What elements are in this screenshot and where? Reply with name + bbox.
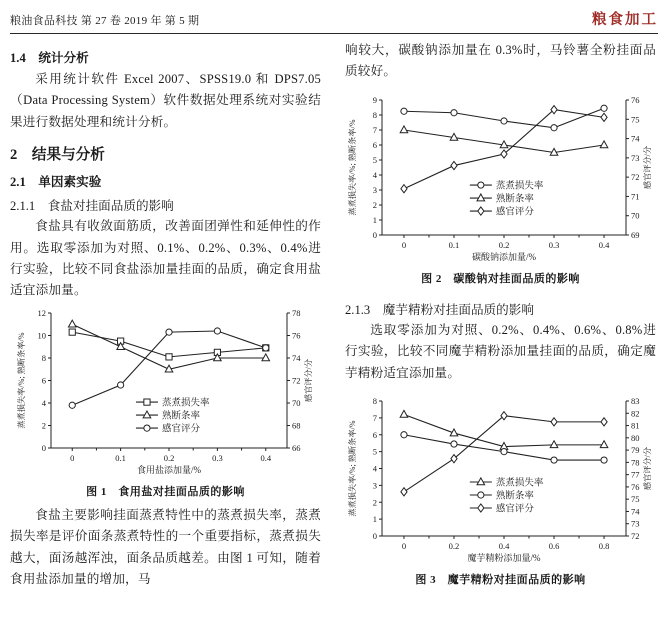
svg-text:12: 12 [37, 307, 46, 318]
svg-text:77: 77 [630, 469, 639, 480]
svg-text:5: 5 [372, 446, 377, 457]
svg-text:熟断条率: 熟断条率 [161, 411, 200, 422]
svg-text:蒸煮损失率/%; 熟断条率/%: 蒸煮损失率/%; 熟断条率/% [16, 332, 26, 429]
paragraph-salt-intro: 食盐具有收敛面筋质，改善面团弹性和延伸性的作用。选取零添加为对照、0.1%、0.2%、0.3%、0.4%进行实验，比较不同食盐添加量挂面的品质，确定食用盐适宜添加量。 [10, 219, 321, 298]
svg-text:熟断条率: 熟断条率 [495, 491, 534, 502]
svg-text:76: 76 [630, 94, 639, 105]
svg-text:74: 74 [291, 352, 300, 363]
svg-text:8: 8 [372, 396, 377, 407]
svg-text:81: 81 [630, 420, 639, 431]
svg-text:69: 69 [630, 229, 639, 240]
svg-text:1: 1 [372, 514, 377, 525]
svg-text:0.1: 0.1 [114, 452, 126, 463]
svg-text:10: 10 [37, 330, 46, 341]
svg-text:82: 82 [630, 408, 639, 419]
svg-text:0.3: 0.3 [211, 452, 223, 463]
svg-text:73: 73 [630, 152, 639, 163]
svg-text:感官评分: 感官评分 [161, 424, 200, 435]
svg-text:8: 8 [372, 109, 377, 120]
svg-text:71: 71 [630, 191, 639, 202]
left-column [10, 40, 321, 590]
svg-text:蒸煮损失率: 蒸煮损失率 [161, 398, 209, 409]
figure-2-caption: 图 2 碳酸钠对挂面品质的影响 [421, 272, 580, 285]
svg-text:76: 76 [630, 481, 639, 492]
svg-text:78: 78 [291, 307, 300, 318]
svg-text:7: 7 [372, 124, 377, 135]
svg-text:0.4: 0.4 [259, 452, 271, 463]
svg-text:72: 72 [630, 531, 639, 542]
heading-2-1-3-konjac: 2.1.3 魔芋精粉对挂面品质的影响 [345, 302, 534, 317]
svg-text:4: 4 [372, 169, 377, 180]
svg-text:80: 80 [630, 432, 639, 443]
page-header [10, 6, 658, 34]
svg-text:1: 1 [372, 214, 377, 225]
svg-text:74: 74 [630, 133, 639, 144]
svg-text:83: 83 [630, 396, 639, 407]
line-chart-konjac [346, 394, 656, 570]
svg-text:碳酸钠添加量/%: 碳酸钠添加量/% [471, 251, 536, 262]
paragraph-konjac-intro: 选取零添加为对照、0.2%、0.4%、0.6%、0.8%进行实验，比较不同魔芋精粉添加量挂面的品质，确定魔芋精粉适宜添加量。 [345, 322, 656, 380]
svg-text:感官评分: 感官评分 [495, 207, 534, 218]
line-chart-salt [15, 306, 317, 482]
svg-text:0: 0 [69, 452, 74, 463]
svg-text:感官评分/分: 感官评分/分 [642, 446, 652, 491]
svg-text:0.4: 0.4 [498, 541, 509, 552]
svg-text:3: 3 [372, 480, 377, 491]
svg-text:3: 3 [372, 184, 377, 195]
two-column-body [10, 40, 658, 590]
svg-text:6: 6 [372, 429, 377, 440]
svg-text:0.2: 0.2 [163, 452, 174, 463]
svg-text:感官评分/分: 感官评分/分 [642, 145, 652, 189]
figure-1-caption: 图 1 食用盐对挂面品质的影响 [86, 485, 245, 498]
svg-text:79: 79 [630, 445, 639, 456]
svg-text:6: 6 [372, 139, 377, 150]
journal-info: 粮油食品科技 第 27 卷 2019 年 第 5 期 [10, 15, 200, 27]
svg-text:72: 72 [291, 375, 300, 386]
svg-text:魔芋精粉添加量/%: 魔芋精粉添加量/% [467, 553, 540, 564]
svg-text:蒸煮损失率/%; 熟断条率/%: 蒸煮损失率/%; 熟断条率/% [347, 119, 357, 216]
heading-1-4-statistics: 1.4 统计分析 [10, 51, 89, 65]
svg-text:76: 76 [291, 330, 300, 341]
svg-text:0.2: 0.2 [498, 239, 509, 250]
figure-1-salt-chart [10, 306, 321, 499]
svg-text:7: 7 [372, 412, 377, 423]
paragraph-soda-conclusion: 响较大，碳酸钠添加量在 0.3%时，马铃薯全粉挂面品质较好。 [345, 43, 656, 79]
svg-text:75: 75 [630, 494, 639, 505]
svg-text:4: 4 [372, 463, 377, 474]
section-label: 粮食加工 [592, 12, 658, 28]
svg-text:5: 5 [372, 154, 377, 165]
svg-text:蒸煮损失率: 蒸煮损失率 [495, 478, 543, 489]
svg-text:0: 0 [401, 541, 406, 552]
paragraph-salt-discussion: 食盐主要影响挂面蒸煮特性中的蒸煮损失率，蒸煮损失率是评价面条蒸煮特性的一个重要指标，蒸煮损失越大，面汤越浑浊，面条品质越差。由图 1 可知，随着食用盐添加量的增加，马 [10, 507, 321, 587]
line-chart-soda [346, 93, 656, 269]
figure-3-caption: 图 3 魔芋精粉对挂面品质的影响 [415, 574, 586, 587]
svg-text:2: 2 [372, 199, 377, 210]
svg-text:0.4: 0.4 [598, 239, 609, 250]
svg-text:感官评分/分: 感官评分/分 [303, 358, 313, 402]
svg-text:73: 73 [630, 518, 639, 529]
svg-text:0.2: 0.2 [448, 541, 459, 552]
figure-2-soda-chart [345, 93, 656, 286]
svg-text:2: 2 [372, 497, 377, 508]
svg-text:0.1: 0.1 [448, 239, 459, 250]
heading-2-results: 2 结果与分析 [10, 147, 105, 164]
svg-text:72: 72 [630, 171, 639, 182]
svg-text:68: 68 [291, 420, 300, 431]
svg-text:0: 0 [401, 239, 406, 250]
svg-text:74: 74 [630, 506, 639, 517]
svg-text:0.3: 0.3 [548, 239, 559, 250]
heading-2-1-1-salt: 2.1.1 食盐对挂面品质的影响 [10, 199, 174, 214]
svg-text:感官评分: 感官评分 [495, 504, 534, 515]
svg-text:70: 70 [291, 397, 300, 408]
svg-text:蒸煮损失率: 蒸煮损失率 [495, 181, 543, 192]
heading-2-1-single-factor: 2.1 单因素实验 [10, 175, 102, 190]
svg-text:0: 0 [41, 442, 46, 453]
svg-text:0: 0 [372, 229, 377, 240]
svg-text:食用盐添加量/%: 食用盐添加量/% [136, 464, 201, 475]
svg-text:0.8: 0.8 [598, 541, 609, 552]
paragraph-statistics: 采用统计软件 Excel 2007、SPSS19.0 和 DPS7.05（Data Processing System）软件数据处理系统对实验结果进行数据处理和统计分析。 [10, 72, 321, 129]
svg-text:8: 8 [41, 352, 46, 363]
svg-text:蒸煮损失率/%; 熟断条率/%: 蒸煮损失率/%; 熟断条率/% [347, 420, 357, 517]
svg-text:70: 70 [630, 210, 639, 221]
figure-3-konjac-chart [345, 394, 656, 587]
svg-text:66: 66 [291, 442, 300, 453]
right-column [345, 40, 656, 590]
svg-text:75: 75 [630, 114, 639, 125]
svg-text:4: 4 [41, 397, 46, 408]
svg-text:0: 0 [372, 531, 377, 542]
svg-text:9: 9 [372, 94, 377, 105]
svg-text:熟断条率: 熟断条率 [495, 194, 534, 205]
svg-text:78: 78 [630, 457, 639, 468]
svg-text:6: 6 [41, 375, 46, 386]
svg-text:0.6: 0.6 [548, 541, 559, 552]
svg-text:2: 2 [41, 420, 46, 431]
